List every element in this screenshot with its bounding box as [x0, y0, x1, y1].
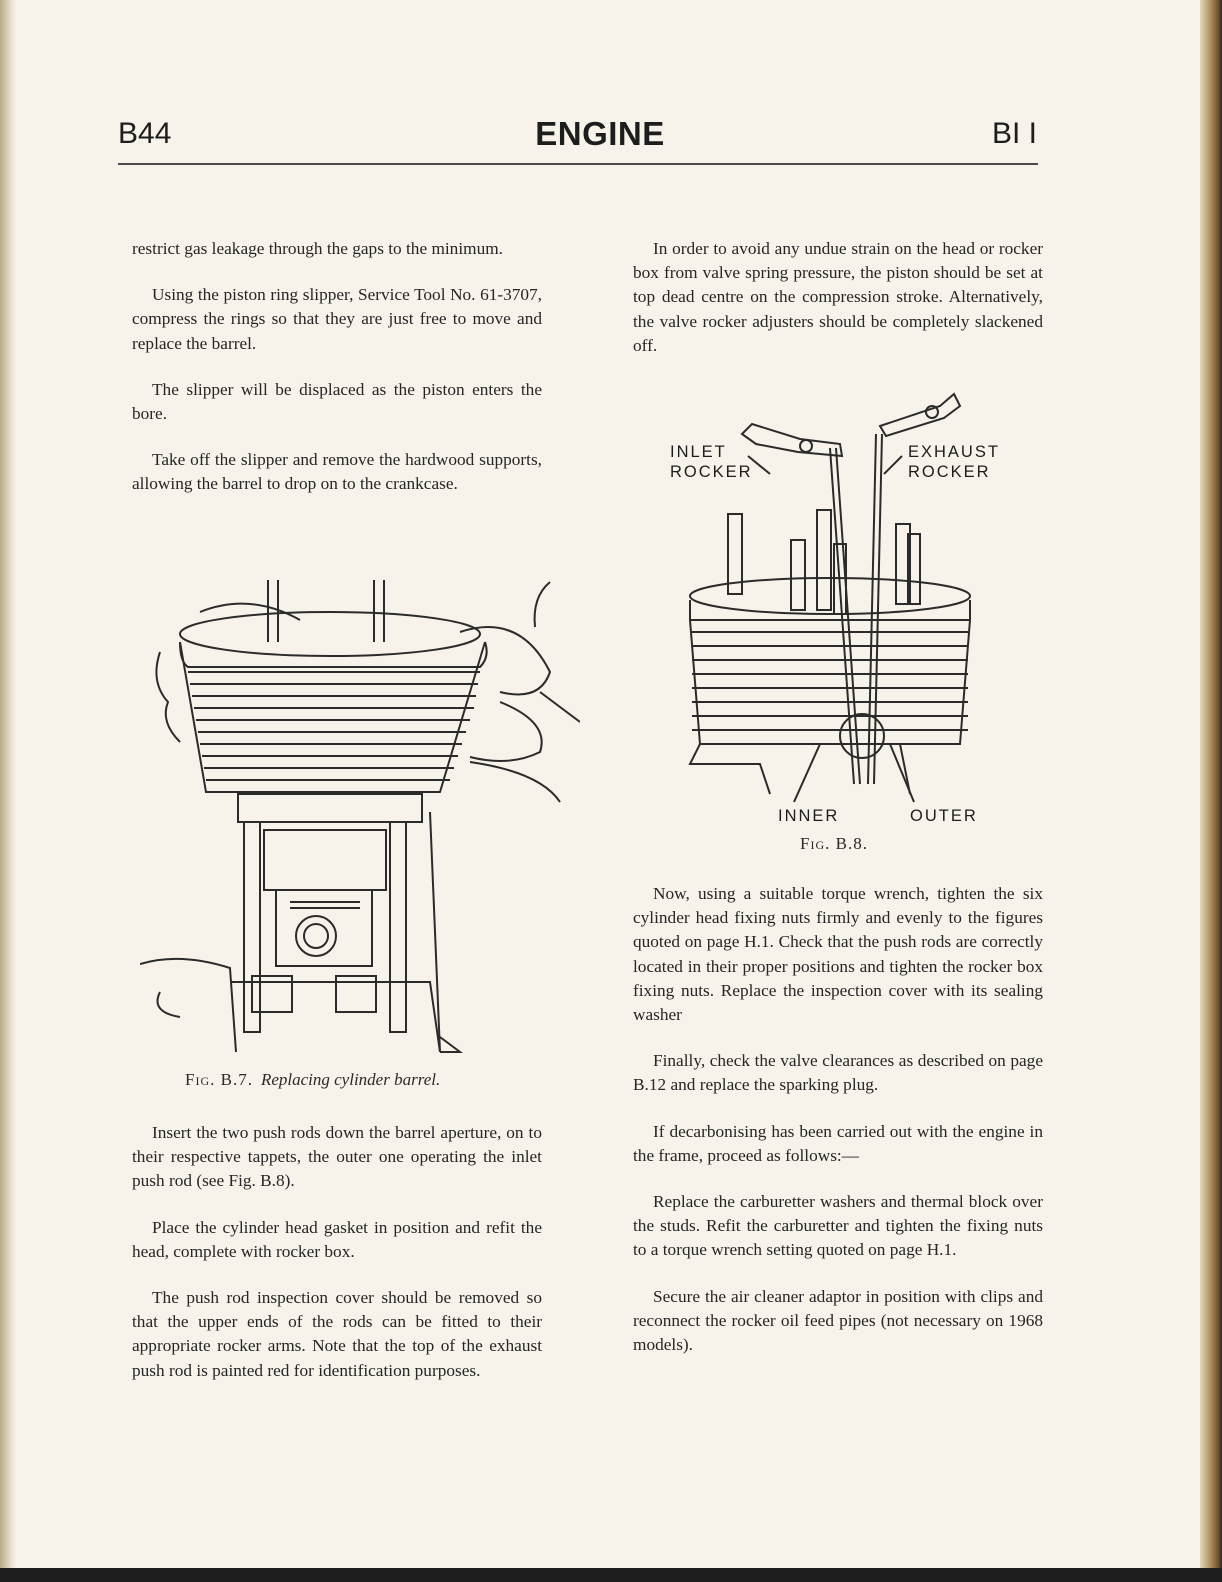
exhaust-label-line1: EXHAUST: [908, 443, 1000, 461]
fig-b7-caption: [185, 1070, 440, 1090]
right-column-bottom: [633, 882, 1043, 1357]
header-rule: [118, 163, 1038, 165]
paragraph: If decarbonising has been carried out with the engine in the frame, proceed as follows:—: [633, 1121, 1043, 1165]
page-header: [0, 112, 1200, 156]
paragraph: restrict gas leakage through the gaps to the minimum.: [132, 239, 503, 258]
exhaust-rocker-label: [908, 442, 1000, 482]
paragraph: Insert the two push rods down the barrel aperture, on to their respective tappets, the outer one operating the inlet push rod (see Fig. B.8).: [132, 1123, 542, 1191]
book-spine-edge: [1200, 0, 1222, 1582]
page-number: BI I: [991, 117, 1037, 150]
inlet-label-line2: ROCKER: [670, 463, 753, 481]
paragraph: Using the piston ring slipper, Service Tool No. 61-3707, compress the rings so that they are just free to move and replace the barrel.: [132, 285, 542, 353]
outer-label: OUTER: [910, 807, 978, 825]
fig-b7-number: Fig. B.7.: [185, 1070, 253, 1089]
inlet-rocker-label: [670, 442, 753, 482]
inlet-label-line1: INLET: [670, 443, 727, 461]
inner-label: INNER: [778, 807, 840, 825]
fig-b8-caption: [800, 834, 868, 854]
scan-bottom-shadow: [0, 1568, 1222, 1582]
paragraph: Place the cylinder head gasket in position and refit the head, complete with rocker box.: [132, 1217, 542, 1261]
paragraph: The push rod inspection cover should be removed so that the upper ends of the rods can be fitted to their appropriate rocker arms. Note that the top of the exhaust push rod is painted red for identification purposes.: [132, 1288, 542, 1380]
cylinder-barrel-illustration: [140, 572, 580, 1060]
paragraph: The slipper will be displaced as the piston enters the bore.: [132, 379, 542, 424]
left-column-bottom: [132, 1121, 542, 1383]
paragraph: Now, using a suitable torque wrench, tighten the six cylinder head fixing nuts firmly and evenly to the figures quoted on page H.1. Check that the push rods are correctly located in their proper positions and tighten the rocker box fixing nuts. Replace the inspection cover with its sealing washer: [633, 884, 1043, 1025]
paragraph: In order to avoid any undue strain on the head or rocker box from valve spring pressure, the piston should be set at top dead centre on the compression stroke. Alternatively, the valve rocker adjusters should be completely slackened off.: [633, 239, 1043, 355]
paragraph: Finally, check the valve clearances as described on page B.12 and replace the sparking plug.: [633, 1051, 1043, 1095]
page-gutter-shadow: [0, 0, 16, 1568]
left-column-top: [132, 237, 542, 497]
section-title: ENGINE: [535, 115, 665, 152]
right-column-top: [633, 237, 1043, 358]
paragraph: Take off the slipper and remove the hardwood supports, allowing the barrel to drop on to the crankcase.: [132, 450, 542, 494]
paragraph: Replace the carburetter washers and thermal block over the studs. Refit the carburetter and tighten the fixing nuts to a torque wrench setting quoted on page H.1.: [633, 1192, 1043, 1260]
fig-b7-title: Replacing cylinder barrel.: [260, 1070, 441, 1089]
model-code: B44: [118, 117, 172, 150]
exhaust-label-line2: ROCKER: [908, 463, 991, 481]
paragraph: Secure the air cleaner adaptor in position with clips and reconnect the rocker oil feed pipes (not necessary on 1968 models).: [633, 1286, 1043, 1355]
fig-b8-number: Fig. B.8.: [800, 834, 868, 853]
